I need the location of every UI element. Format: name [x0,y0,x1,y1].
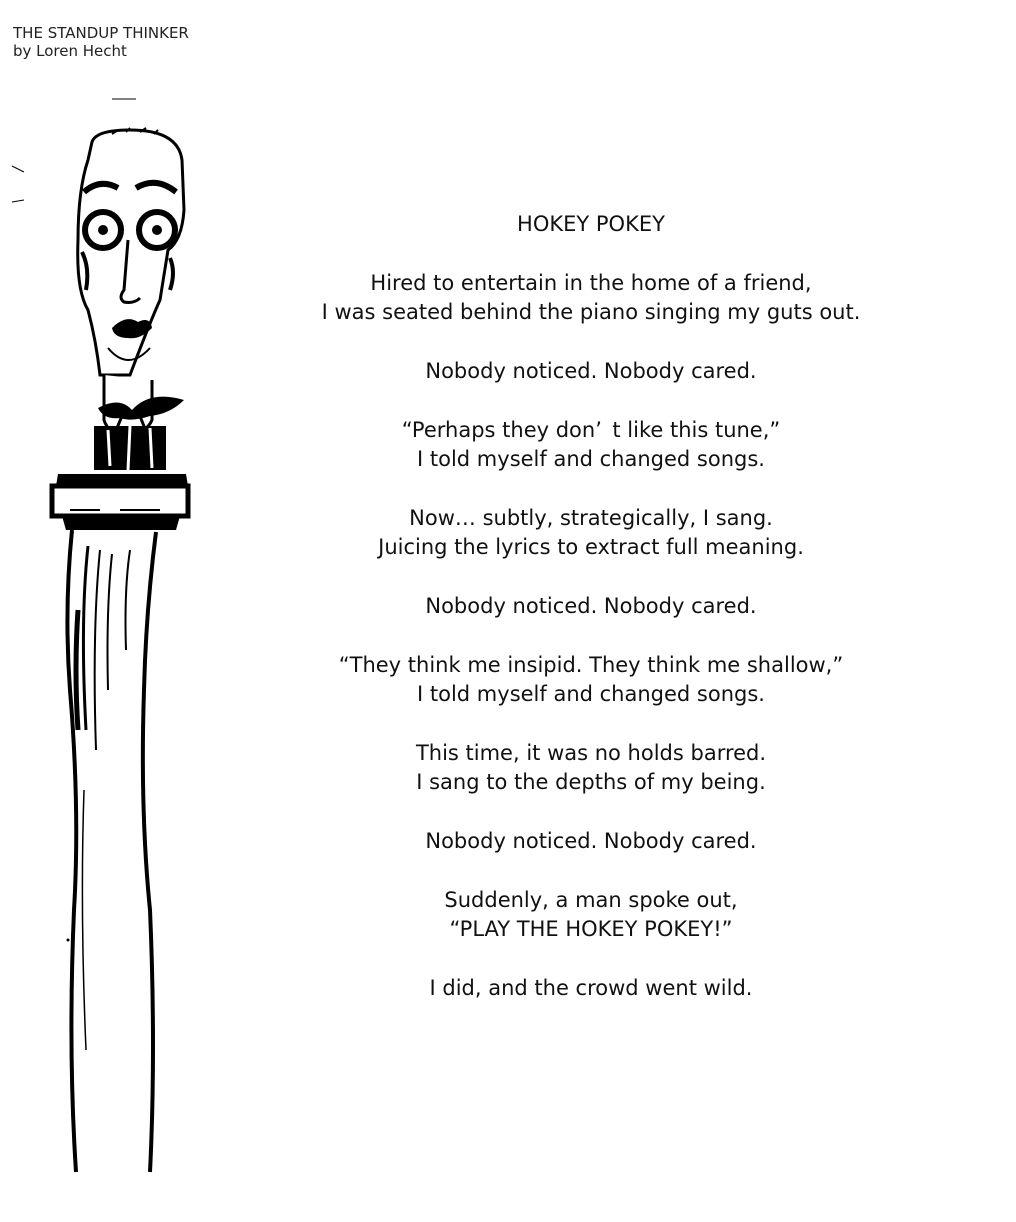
stanza [290,651,892,709]
stanza [290,269,892,327]
stanza [290,416,892,474]
page-header [13,24,189,60]
poem-line: This time, it was no holds barred. [415,741,767,765]
stanza [290,357,892,386]
poem-line: “They think me insipid. They think me shallow,” [338,653,844,677]
poem-line: “PLAY THE HOKEY POKEY!” [449,917,733,941]
poem-line: I was seated behind the piano singing my guts out. [321,300,861,324]
poem-line: Juicing the lyrics to extract full meaning. [378,535,804,559]
series-title: THE STANDUP THINKER [13,24,189,42]
poem-line: I told myself and changed songs. [417,447,765,471]
stanza [290,739,892,797]
poem-line: Suddenly, a man spoke out, [444,888,738,912]
poem-line: I sang to the depths of my being. [416,770,766,794]
stanza [290,886,892,944]
byline: by Loren Hecht [13,42,127,60]
poem-line: Now… subtly, strategically, I sang. [409,506,773,530]
poem-line: Nobody noticed. Nobody cared. [425,594,757,618]
stanza [290,504,892,562]
poem-line: I told myself and changed songs. [417,682,765,706]
poem [290,210,892,1033]
poem-line: Nobody noticed. Nobody cared. [425,359,757,383]
standup-thinker-illustration [0,90,200,1190]
poem-line: Nobody noticed. Nobody cared. [425,829,757,853]
poem-line: “Perhaps they don’ t like this tune,” [401,418,781,442]
stanza [290,592,892,621]
stanza [290,827,892,856]
poem-line: I did, and the crowd went wild. [429,976,753,1000]
poem-title: HOKEY POKEY [517,212,665,236]
poem-line: Hired to entertain in the home of a friend, [370,271,812,295]
stanza [290,974,892,1003]
